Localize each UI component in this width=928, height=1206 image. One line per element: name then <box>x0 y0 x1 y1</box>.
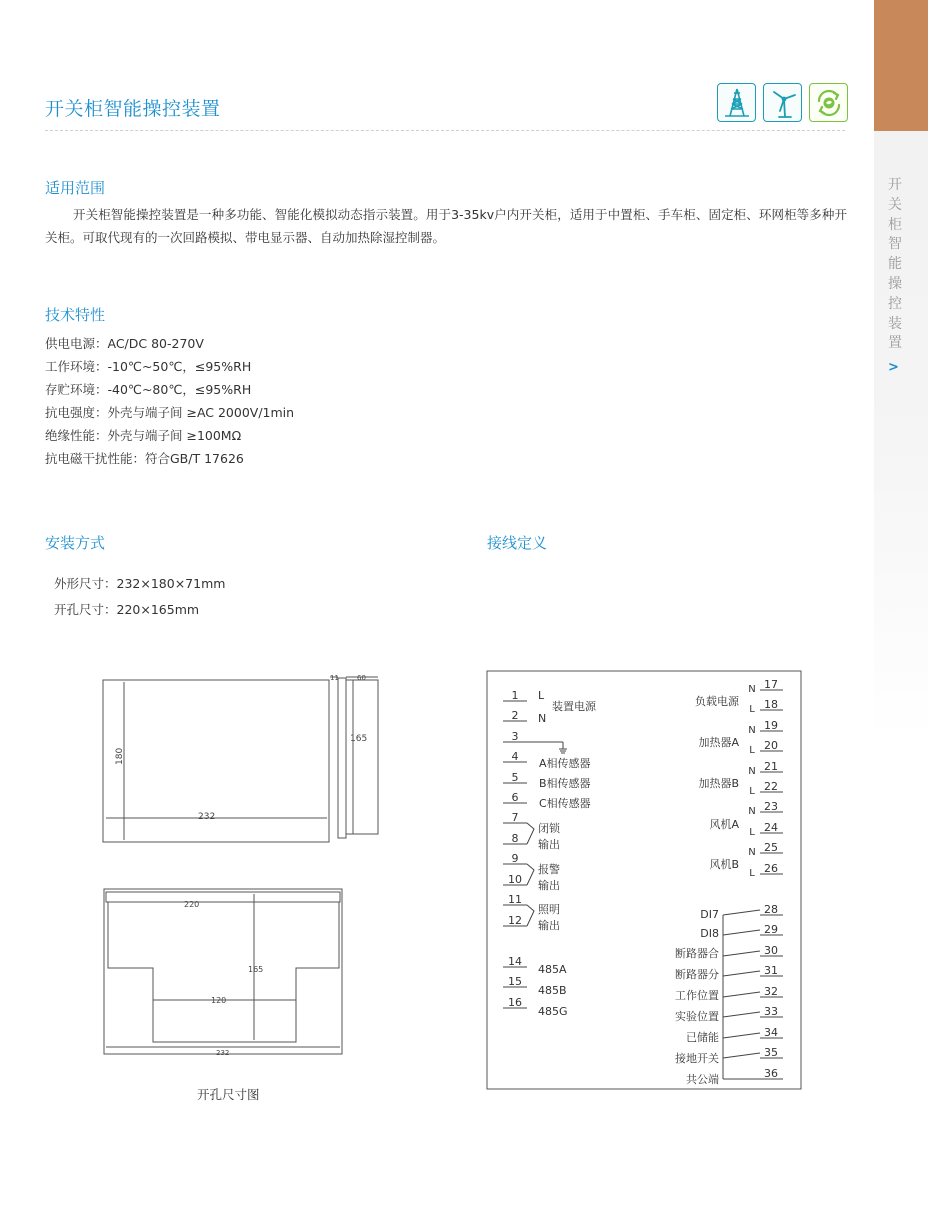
label-light-output: 输出 <box>538 919 560 932</box>
dim-side-165: 165 <box>350 734 368 744</box>
input-common: 共公端 <box>686 1073 719 1086</box>
dim-side-60: 60 <box>357 674 366 682</box>
input-di8: DI8 <box>700 927 719 940</box>
wiring-heading: 接线定义 <box>487 534 548 552</box>
terminal-11: 11 <box>508 893 522 906</box>
group-fan-a: 风机A <box>709 818 739 831</box>
label-485a: 485A <box>538 963 567 976</box>
terminal-28: 28 <box>764 903 778 916</box>
scope-heading: 适用范围 <box>45 179 106 197</box>
pole-L-26: L <box>749 868 755 879</box>
outer-size: 外形尺寸：232×180×71mm <box>54 576 226 591</box>
terminal-29: 29 <box>764 923 778 936</box>
input-breaker-open: 断路器分 <box>675 968 719 981</box>
label-alarm-output: 输出 <box>538 879 560 892</box>
label-alarm: 报警 <box>538 863 560 876</box>
terminal-6: 6 <box>511 791 519 804</box>
terminal-2: 2 <box>511 709 519 722</box>
label-lock-output: 输出 <box>538 838 560 851</box>
terminal-8: 8 <box>511 832 519 845</box>
dim-cut-220: 220 <box>184 900 200 909</box>
terminal-17: 17 <box>764 678 778 691</box>
spec-power: 供电电源：AC/DC 80-270V <box>45 336 204 351</box>
spec-insulation: 绝缘性能：外壳与端子间 ≥100MΩ <box>45 428 242 443</box>
spec-dielectric: 抗电强度：外壳与端子间 ≥AC 2000V/1min <box>45 405 295 420</box>
terminal-12: 12 <box>508 914 522 927</box>
install-heading: 安装方式 <box>45 534 106 552</box>
terminal-19: 19 <box>764 719 778 732</box>
group-heater-b: 加热器B <box>698 777 739 790</box>
terminal-21: 21 <box>764 760 778 773</box>
input-earth-switch: 接地开关 <box>675 1052 719 1065</box>
dim-width-232: 232 <box>198 812 216 822</box>
terminal-20: 20 <box>764 739 778 752</box>
terminal-16: 16 <box>508 996 522 1009</box>
terminal-24: 24 <box>764 821 778 834</box>
dim-cut-232: 232 <box>216 1049 230 1057</box>
terminal-25: 25 <box>764 841 778 854</box>
group-fan-b: 风机B <box>709 858 739 871</box>
terminal-33: 33 <box>764 1005 778 1018</box>
input-charged: 已储能 <box>686 1031 719 1044</box>
terminal-10: 10 <box>508 873 522 886</box>
pole-N-17: N <box>748 684 756 695</box>
spec-storage-env: 存贮环境：-40℃~80℃，≤95%RH <box>45 382 252 397</box>
terminal-36: 36 <box>764 1067 778 1080</box>
terminal-3: 3 <box>511 730 519 743</box>
spec-work-env: 工作环境：-10℃~50℃，≤95%RH <box>45 359 252 374</box>
terminal-18: 18 <box>764 698 778 711</box>
terminal-7: 7 <box>511 811 519 824</box>
pole-N-19: N <box>748 725 756 736</box>
pole-N-2: N <box>538 712 547 725</box>
terminal-1: 1 <box>511 689 519 702</box>
page-title: 开关柜智能操控装置 <box>45 98 221 120</box>
terminal-23: 23 <box>764 800 778 813</box>
tech-heading: 技术特性 <box>45 306 106 324</box>
cutout-size: 开孔尺寸：220×165mm <box>54 602 200 617</box>
group-heater-a: 加热器A <box>698 736 739 749</box>
dim-side-11: 11 <box>330 674 339 682</box>
pole-L-22: L <box>749 786 755 797</box>
terminal-30: 30 <box>764 944 778 957</box>
terminal-5: 5 <box>511 771 519 784</box>
terminal-15: 15 <box>508 975 522 988</box>
pole-L-24: L <box>749 827 755 838</box>
pole-L-20: L <box>749 745 755 756</box>
drawing-caption: 开孔尺寸图 <box>197 1087 260 1102</box>
label-b-sensor: B相传感器 <box>539 777 591 790</box>
terminal-4: 4 <box>511 750 519 763</box>
label-c-sensor: C相传感器 <box>539 797 591 810</box>
dim-height-180: 180 <box>115 747 125 765</box>
input-work-position: 工作位置 <box>675 989 719 1002</box>
scope-paragraph: 开关柜智能操控装置是一种多功能、智能化模拟动态指示装置。用于3-35kv户内开关柜，适用于中置柜、手车柜、固定柜、环网柜等多种开关柜。可取代现有的一次回路模拟、带电显示器、自动加热除湿控制器。 <box>45 207 847 245</box>
terminal-31: 31 <box>764 964 778 977</box>
group-load-power: 负载电源 <box>695 695 739 708</box>
sidebar-arrow[interactable]: > <box>888 360 899 375</box>
dim-cut-165: 165 <box>248 965 264 974</box>
pole-N-21: N <box>748 766 756 777</box>
pole-N-23: N <box>748 806 756 817</box>
terminal-26: 26 <box>764 862 778 875</box>
label-485b: 485B <box>538 984 567 997</box>
dim-cut-120: 120 <box>211 996 227 1005</box>
terminal-9: 9 <box>511 852 519 865</box>
pole-L-18: L <box>749 704 755 715</box>
pole-L-1: L <box>538 689 545 702</box>
input-breaker-close: 断路器合 <box>675 947 719 960</box>
label-light: 照明 <box>538 903 560 916</box>
terminal-35: 35 <box>764 1046 778 1059</box>
input-test-position: 实验位置 <box>675 1010 719 1023</box>
sidebar-vertical-title: 开关柜智能操控装置 <box>888 177 902 352</box>
label-485g: 485G <box>538 1005 568 1018</box>
terminal-32: 32 <box>764 985 778 998</box>
pole-N-25: N <box>748 847 756 858</box>
label-device-power: 装置电源 <box>552 700 596 713</box>
terminal-14: 14 <box>508 955 522 968</box>
label-a-sensor: A相传感器 <box>539 757 591 770</box>
spec-emc: 抗电磁干扰性能：符合GB/T 17626 <box>45 451 244 466</box>
input-di7: DI7 <box>700 908 719 921</box>
terminal-22: 22 <box>764 780 778 793</box>
terminal-34: 34 <box>764 1026 778 1039</box>
label-lock: 闭锁 <box>538 822 560 835</box>
